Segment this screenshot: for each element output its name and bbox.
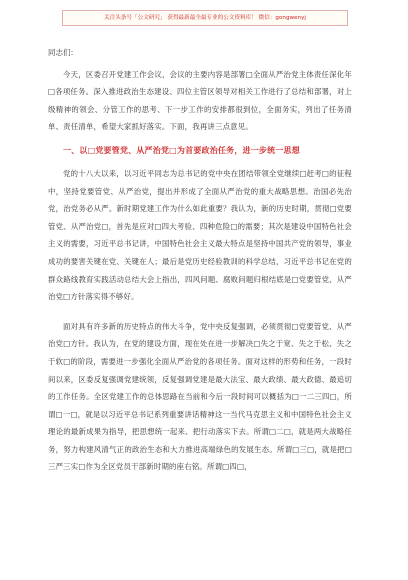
- paragraph-body-2: 面对具有许多新的历史特点的伟大斗争，党中央反复强调，必须贯彻□党要管党、从严治党□方针。我认为，在党的建设方面，现在处在进一步解决□失之于宽、失之于松、失之于软□的阶段，需要进一步强化全面从严治党的各项任务。面对这样的形势和任务，一段时间以来，区委反复强调党建统领，反复强调党建是最大法宝、最大政绩、最大政德、最追切的工作任务。全区党建工作的总体思路在当前和今后一段时间可以概括为□一二三四□，所谓□一□，就是以习近平总书记系列重要讲话精神这一当代马克思主义和中国特色社会主义理论的最新成果为指导，把思想统一起来、把行动落实下去。所谓□二□，就是两大战略任务，努力构建风清气正的政治生态和大力推进高端绿色的发展生态。所谓□三□，就是把□三严三实□作为全区党员干部新时期的座右铭。所谓□四□，: [48, 321, 352, 472]
- paragraph-body-1: 党的十八大以来，以习近平同志为总书记的党中央在团结带领全党继续□赶考□的征程中，坚持党要管党、从严治党，提出并形成了全面从严治党的重大战略思想。治国必先治党，治党务必从严。新时期党建工作为什么如此重要？我认为，新的历史时期，贯彻□党要管党、从严治党□，首先是应对□四大考验、四种危险□的需要；其次是建设中国特色社会主义的需要，习近平总书记讲，中国特色社会主义最大特点是坚持中国共产党的领导，事业成功的要害关键在党、关键在人；最后是党历史经验教训的科学总结，习近平总书记在党的群众路线教育实践活动总结大会上指出，四风问题、腐败问题归根结底是□党要管党、从严治党□方针落实得不够好。: [48, 168, 352, 302]
- document-page: [48, 44, 352, 480]
- paragraph-intro: 今天，区委召开党建工作会议，会议的主要内容是部署□全面从严治党主体责任深化年□各项任务。深入推进政治生态建设、四位主管区领导对相关工作进行了总结和部署，对上级精神的领会、分管工作的思考、下一步工作的安排都很到位，全面务实，列出了任务清单、责任清单，希望大家抓好落实。下面，我再讲三点意见。: [48, 69, 352, 132]
- banner-text: 关注头条号「公文研究」 获得最新最全最专业的公文资料库！ 微信：gongwenyj: [104, 15, 306, 21]
- section-heading: 一、以□党要管党、从严治党□为首要政治任务，进一步统一思想: [63, 145, 300, 155]
- salutation: 同志们:: [48, 48, 74, 57]
- header-banner: [62, 10, 348, 26]
